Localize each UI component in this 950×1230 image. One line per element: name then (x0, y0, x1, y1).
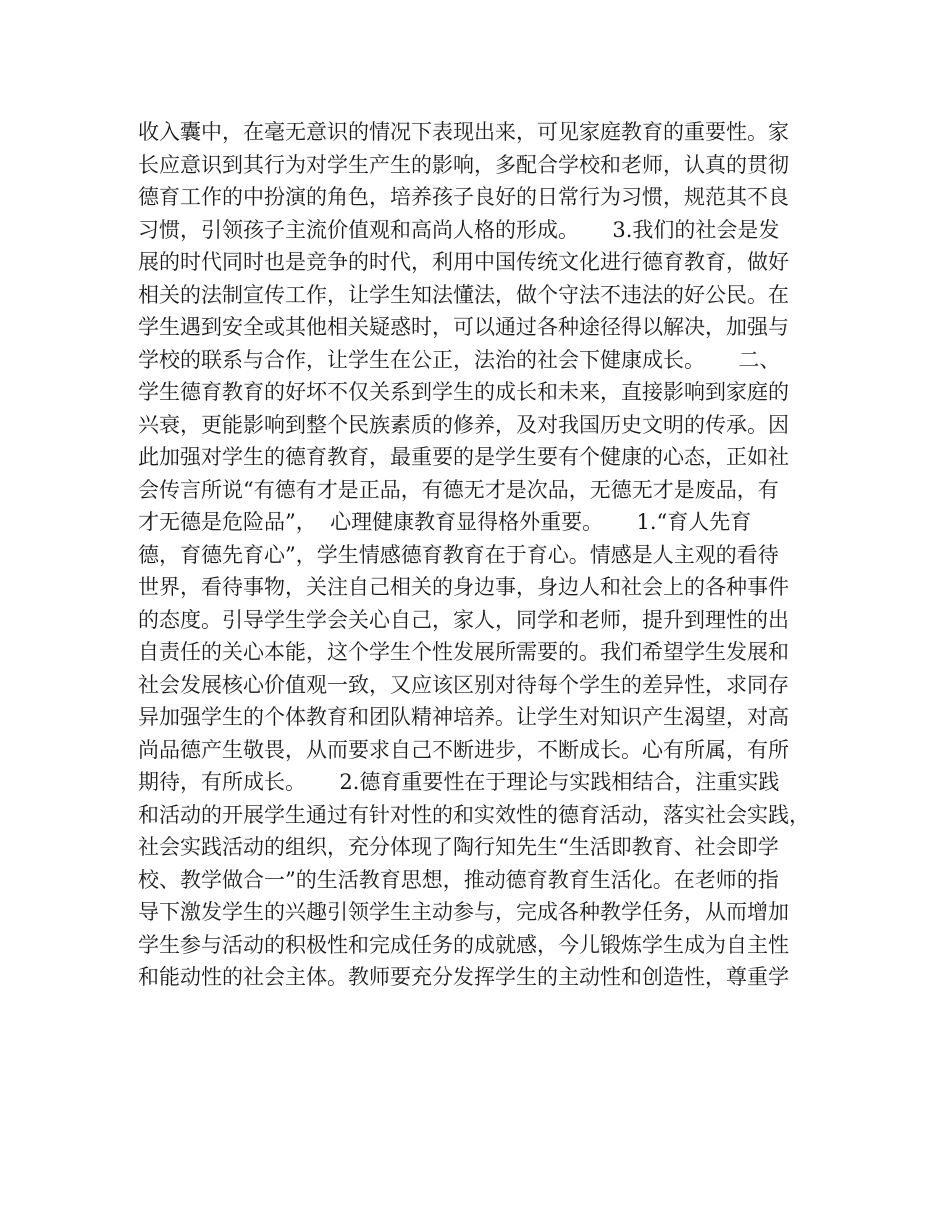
text-line: 异加强学生的个体教育和团队精神培养。让学生对知识产生渴望，对高 (138, 705, 789, 729)
text-line: 德，育德先育心”，学生情感德育教育在于育心。情感是人主观的看待 (138, 542, 779, 567)
text-line: 世界，看待事物，关注自己相关的身边事，身边人和社会上的各种事件 (138, 575, 789, 599)
text-line: 展的时代同时也是竞争的时代，利用中国传统文化进行德育教育，做好 (138, 250, 789, 274)
text-line: 长应意识到其行为对学生产生的影响，多配合学校和老师，认真的贯彻 (138, 152, 789, 177)
text-line: 德育工作的中扮演的角色，培养孩子良好的日常行为习惯，规范其不良 (138, 185, 789, 209)
text-line: 相关的法制宣传工作，让学生知法懂法，做个守法不违法的好公民。在 (138, 282, 789, 307)
text-line: 社会实践活动的组织，充分体现了陶行知先生“生活即教育、社会即学 (138, 835, 779, 859)
text-line: 导下激发学生的兴趣引领学生主动参与，完成各种教学任务，从而增加 (138, 900, 789, 924)
text-line: 学生遇到安全或其他相关疑惑时，可以通过各种途径得以解决，加强与 (138, 315, 789, 339)
text-line: 学生参与活动的积极性和完成任务的成就感，今儿锻炼学生成为自主性 (138, 932, 789, 957)
text-line: 校、教学做合一”的生活教育思想，推动德育教育生活化。在老师的指 (138, 867, 779, 892)
text-line: 尚品德产生敬畏，从而要求自己不断进步，不断成长。心有所属，有所 (138, 737, 789, 762)
text-line: 和活动的开展学生通过有针对性的和实效性的德育活动，落实社会实践， (138, 802, 810, 827)
text-line: 收入囊中，在毫无意识的情况下表现出来，可见家庭教育的重要性。家 (138, 120, 789, 144)
text-line: 习惯，引领孩子主流价值观和高尚人格的形成。 3.我们的社会是发 (138, 217, 780, 242)
text-line: 会传言所说“有德有才是正品，有德无才是次品，无德无才是废品，有 (138, 477, 779, 502)
text-line: 和能动性的社会主体。教师要充分发挥学生的主动性和创造性，尊重学 (138, 965, 789, 989)
text-line: 的态度。引导学生学会关心自己，家人，同学和老师，提升到理性的出 (138, 607, 789, 632)
text-line: 兴衰，更能影响到整个民族素质的修养，及对我国历史文明的传承。因 (138, 412, 789, 437)
text-line: 自责任的关心本能，这个学生个性发展所需要的。我们希望学生发展和 (138, 640, 789, 664)
text-line: 才无德是危险品”， 心理健康教育显得格外重要。 1.“育人先育 (138, 510, 752, 534)
text-line: 学校的联系与合作，让学生在公正，法治的社会下健康成长。 二、 (138, 347, 781, 372)
text-line: 期待，有所成长。 2.德育重要性在于理论与实践相结合，注重实践 (138, 770, 780, 794)
body-text (138, 116, 828, 994)
text-line: 社会发展核心价值观一致，又应该区别对待每个学生的差异性，求同存 (138, 672, 789, 697)
text-line: 此加强对学生的德育教育，最重要的是学生要有个健康的心态，正如社 (138, 445, 789, 469)
text-line: 学生德育教育的好坏不仅关系到学生的成长和未来，直接影响到家庭的 (138, 380, 789, 404)
